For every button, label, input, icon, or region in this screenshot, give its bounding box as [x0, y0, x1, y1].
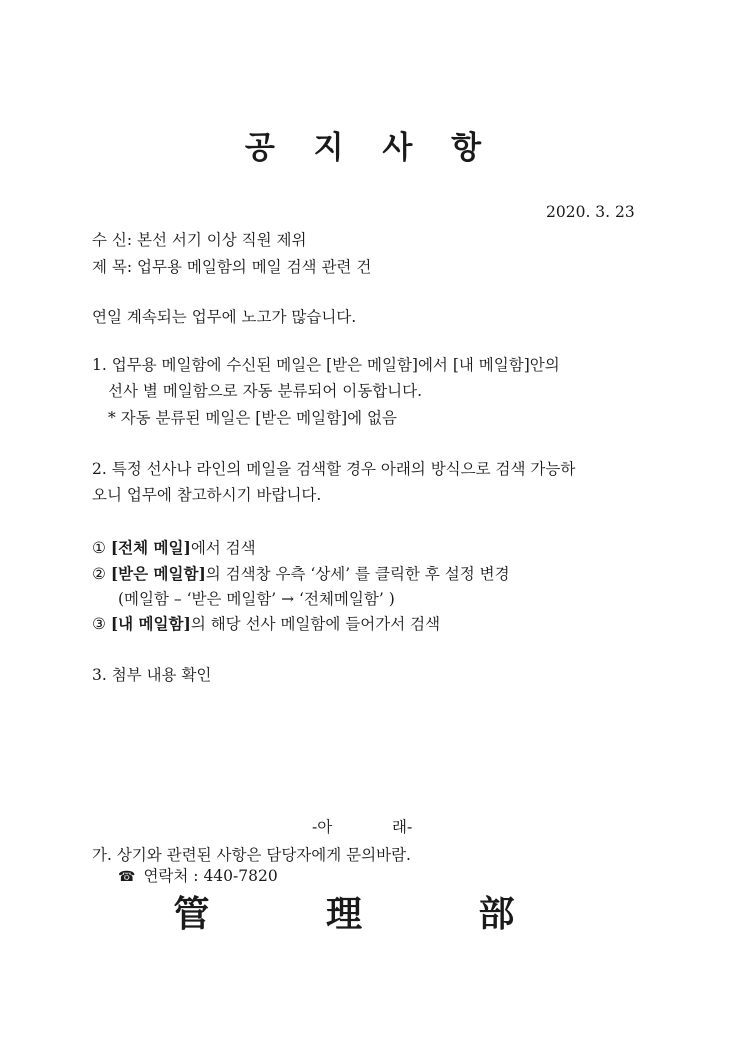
- below-heading-left: -아: [312, 818, 333, 836]
- item2-line2: 오니 업무에 참고하시기 바랍니다.: [92, 486, 322, 504]
- contact-phone-line: [118, 866, 278, 887]
- recipient-value: 본선 서기 이상 직원 제위: [137, 231, 307, 249]
- method-1-number: ①: [92, 539, 106, 557]
- item1-line1: 1. 업무용 메일함에 수신된 메일은 [받은 메일함]에서 [내 메일함]안의: [92, 356, 560, 374]
- method-1-text: 에서 검색: [190, 539, 256, 557]
- subject-label: 제 목:: [92, 258, 133, 276]
- method-3: [92, 614, 440, 634]
- method-3-target: [내 메일함]: [110, 614, 191, 633]
- method-3-text: 의 해당 선사 메일함에 들어가서 검색: [190, 615, 441, 633]
- method-3-number: ③: [92, 615, 106, 633]
- item1-note: * 자동 분류된 메일은 [받은 메일함]에 없음: [108, 409, 397, 427]
- method-2: [92, 564, 510, 584]
- document-date: 2020. 3. 23: [546, 203, 635, 221]
- item1-line2: 선사 별 메일함으로 자동 분류되어 이동합니다.: [108, 382, 423, 400]
- method-2-target: [받은 메일함]: [110, 564, 206, 583]
- contact-instruction: 가. 상기와 관련된 사항은 담당자에게 문의바람.: [92, 846, 411, 864]
- method-1: [92, 538, 256, 558]
- recipient-line: [92, 230, 307, 250]
- method-2-detail: (메일함 – ‘받은 메일함’ → ‘전체메일함’ ): [118, 590, 395, 608]
- subject-value: 업무용 메일함의 메일 검색 관련 건: [137, 258, 372, 276]
- subject-line: [92, 257, 371, 277]
- item3: 3. 첨부 내용 확인: [92, 666, 212, 684]
- method-2-text: 의 검색창 우측 ‘상세’ 를 클릭한 후 설정 변경: [205, 565, 510, 583]
- contact-phone: 연락처 : 440-7820: [143, 867, 278, 885]
- recipient-label: 수 신:: [92, 231, 133, 249]
- page-title: 공 지 사 항: [244, 130, 496, 166]
- item2-line1: 2. 특정 선사나 라인의 메일을 검색할 경우 아래의 방식으로 검색 가능하: [92, 460, 576, 478]
- department-name: 管 理 部: [173, 893, 567, 935]
- method-2-number: ②: [92, 565, 106, 583]
- below-heading-right: 래-: [392, 818, 413, 836]
- method-1-target: [전체 메일]: [110, 538, 191, 557]
- greeting: 연일 계속되는 업무에 노고가 많습니다.: [92, 308, 357, 326]
- phone-icon: ☎: [118, 869, 136, 885]
